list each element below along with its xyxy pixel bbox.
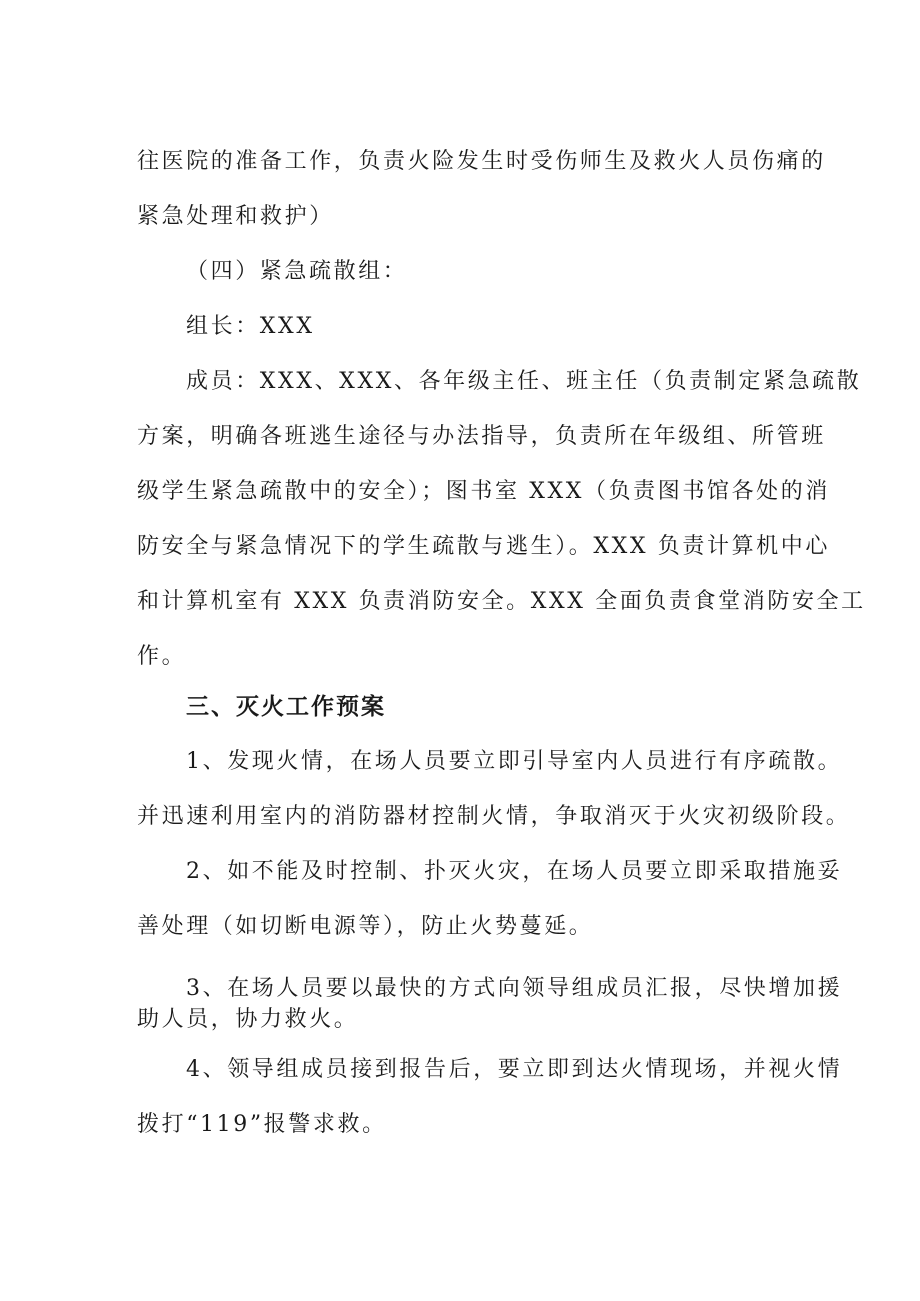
paragraph-line: 和计算机室有 XXX 负责消防安全。XXX 全面负责食堂消防安全工 (137, 589, 866, 614)
paragraph-line: 并迅速利用室内的消防器材控制火情，争取消灭于火灾初级阶段。 (137, 804, 851, 829)
paragraph-line: 方案，明确各班逃生途径与办法指导，负责所在年级组、所管班 (137, 424, 826, 449)
section-subheading: （四）紧急疏散组： (186, 259, 408, 284)
paragraph-line: 往医院的准备工作，负责火险发生时受伤师生及救火人员伤痛的 (137, 149, 826, 174)
paragraph-line: 级学生紧急疏散中的安全）；图书室 XXX（负责图书馆各处的消 (137, 479, 830, 504)
paragraph-line: 1、发现火情，在场人员要立即引导室内人员进行有序疏散。 (186, 749, 843, 774)
paragraph-line: 作。 (137, 644, 187, 669)
paragraph-line: 拨打“119”报警求救。 (137, 1112, 387, 1137)
paragraph-line: 助人员，协力救火。 (137, 1007, 359, 1032)
paragraph-line: 善处理（如切断电源等），防止火势蔓延。 (137, 914, 594, 939)
paragraph-line: 3、在场人员要以最快的方式向领导组成员汇报，尽快增加援 (186, 976, 843, 1001)
section-heading: 三、灭火工作预案 (186, 694, 386, 720)
paragraph-line: 组长：XXX (186, 314, 315, 339)
paragraph-line: 4、领导组成员接到报告后，要立即到达火情现场，并视火情 (186, 1057, 843, 1082)
paragraph-line: 紧急处理和救护） (137, 204, 334, 229)
paragraph-line: 成员：XXX、XXX、各年级主任、班主任（负责制定紧急疏散 (186, 369, 862, 394)
paragraph-line: 防安全与紧急情况下的学生疏散与逃生）。XXX 负责计算机中心 (137, 534, 830, 559)
paragraph-line: 2、如不能及时控制、扑灭火灾，在场人员要立即采取措施妥 (186, 859, 843, 884)
